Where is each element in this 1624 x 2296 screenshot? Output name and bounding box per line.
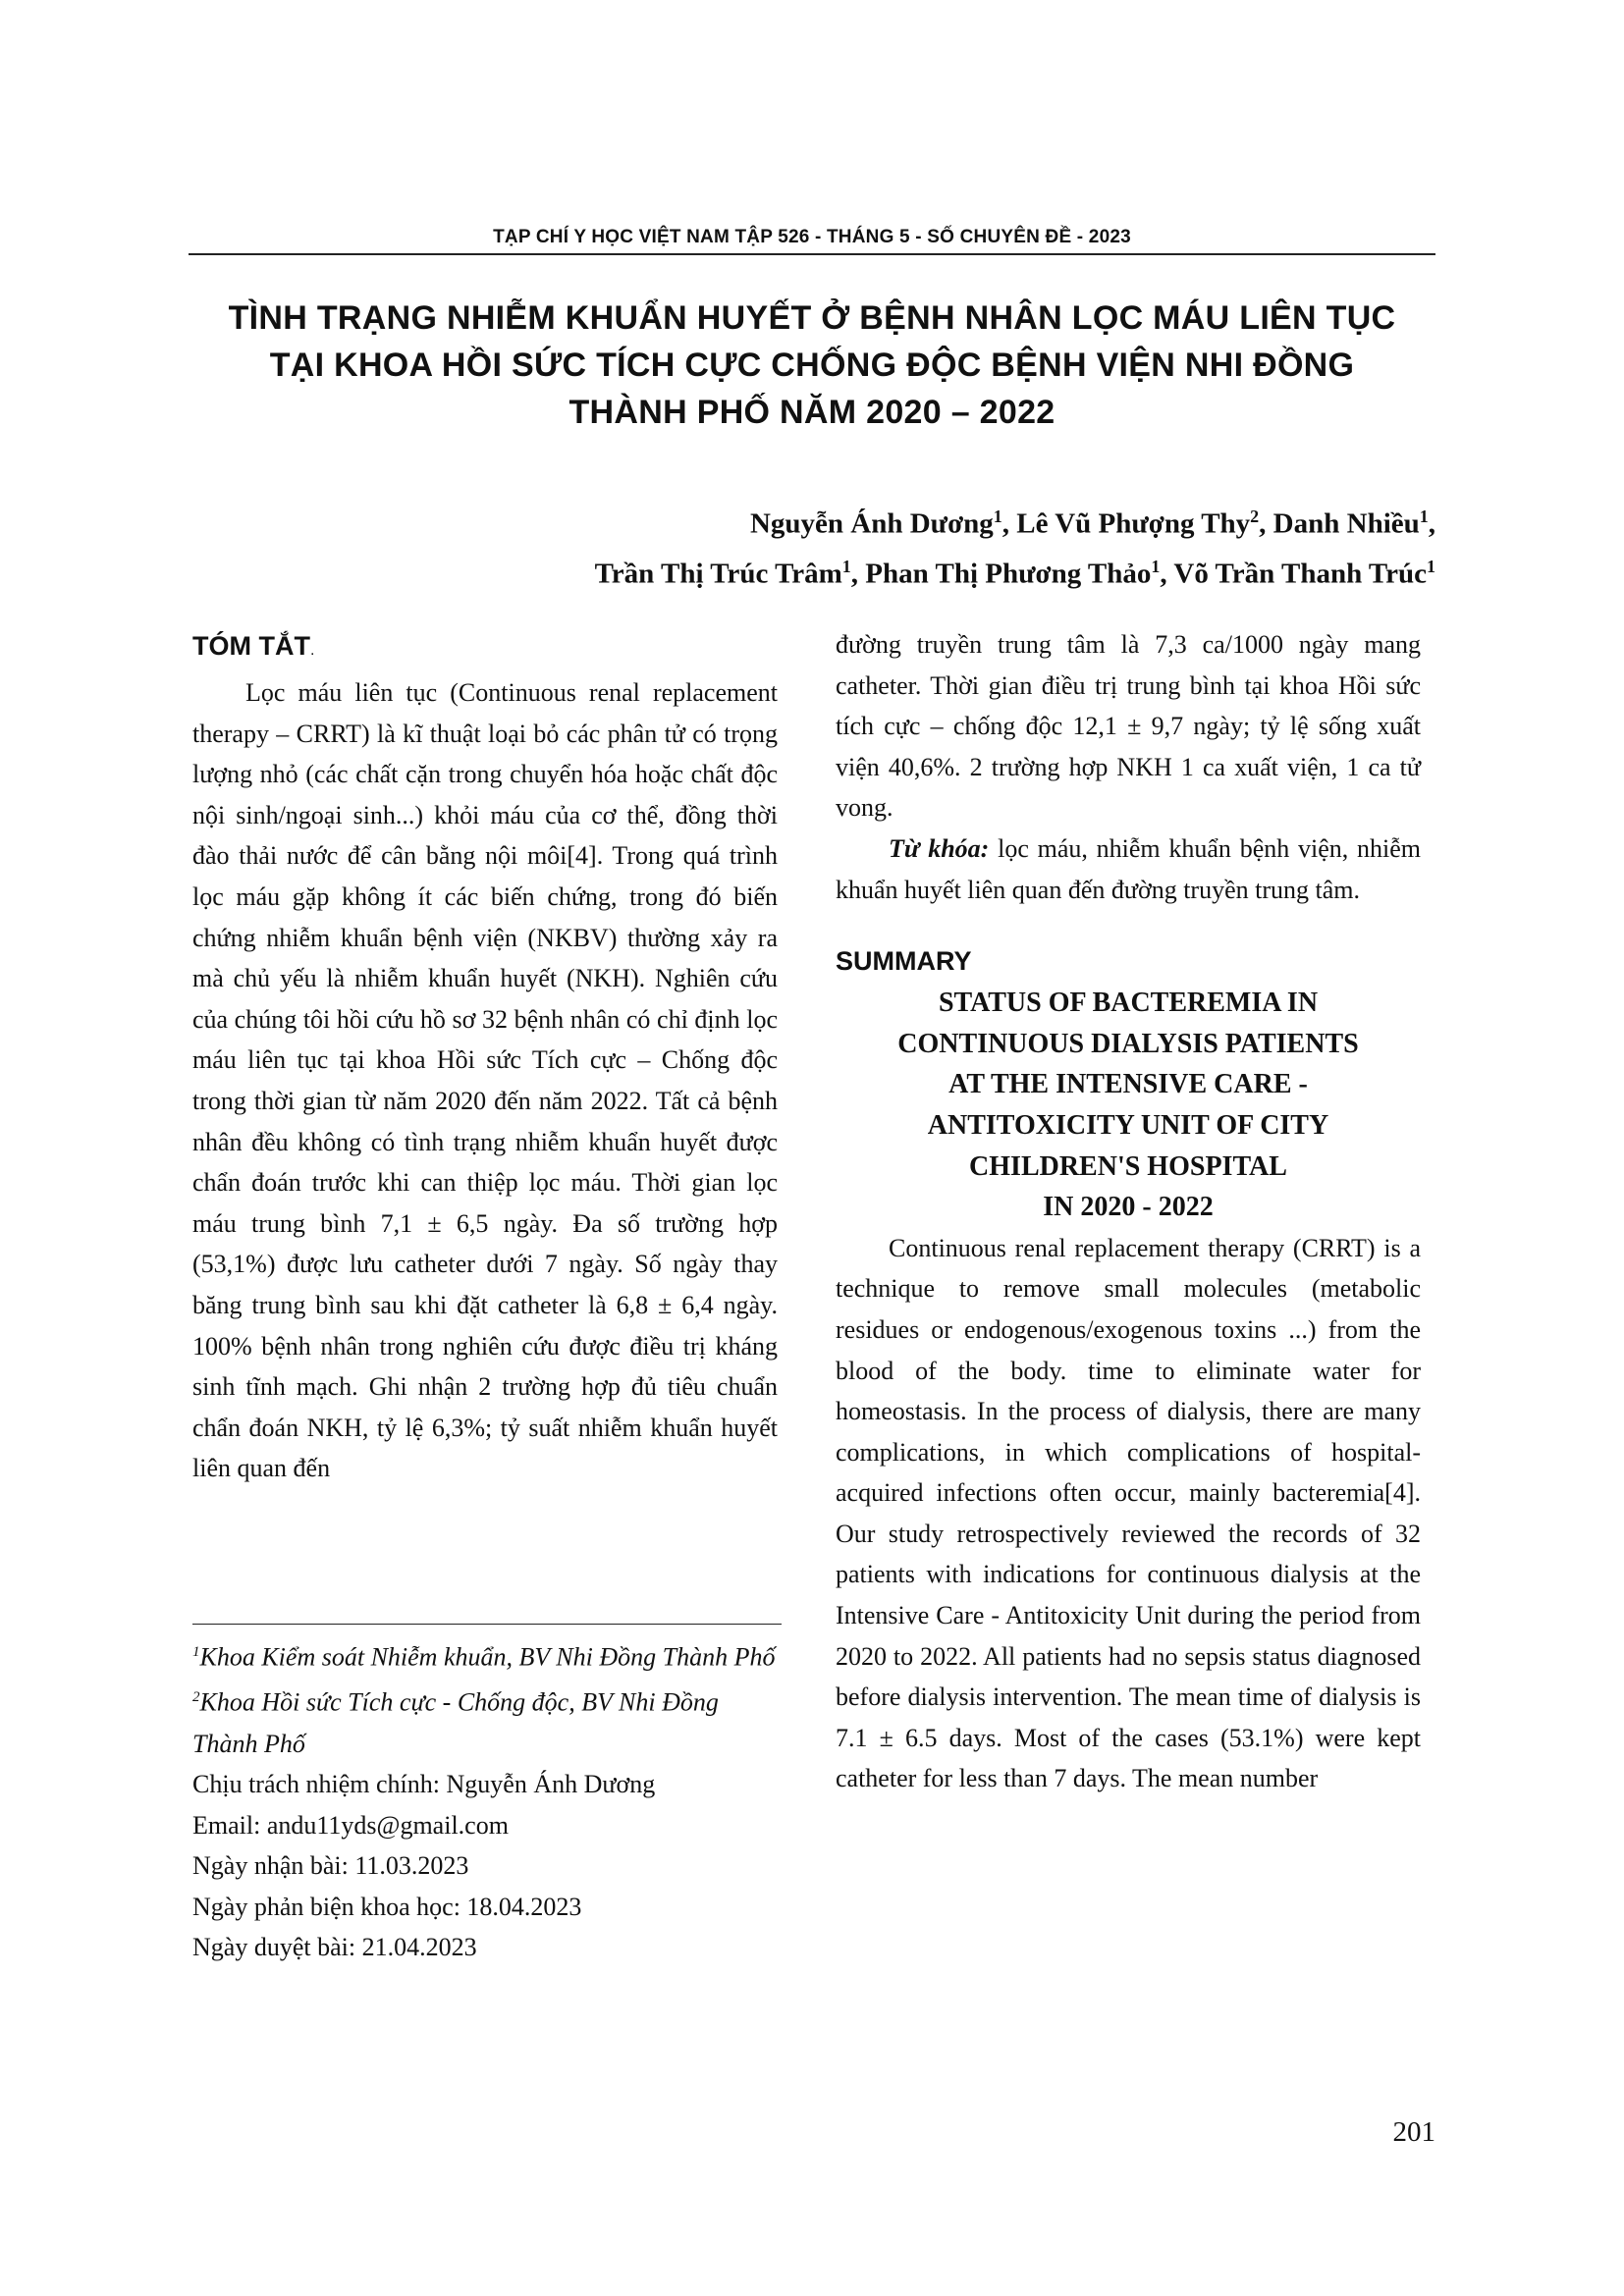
affiliation-mark: 1 — [841, 556, 851, 576]
english-title-line: STATUS OF BACTEREMIA IN — [938, 988, 1319, 1019]
author-list — [595, 496, 1435, 595]
author-separator: , — [1160, 558, 1174, 590]
received-date: Ngày nhận bài: 11.03.2023 — [192, 1851, 469, 1881]
english-title-line: IN 2020 - 2022 — [1043, 1192, 1214, 1223]
author-name: Trần Thị Trúc Trâm — [594, 558, 842, 590]
review-date: Ngày phản biện khoa học: 18.04.2023 — [192, 1892, 582, 1921]
keywords-label: Từ khóa: — [889, 833, 990, 863]
title-line: THÀNH PHỐ NĂM 2020 – 2022 — [568, 394, 1056, 431]
accepted-date: Ngày duyệt bài: 21.04.2023 — [192, 1933, 477, 1962]
english-title-line: CHILDREN'S HOSPITAL — [969, 1150, 1287, 1182]
abstract-heading — [192, 624, 778, 672]
corresponding-author: Chịu trách nhiệm chính: Nguyễn Ánh Dương — [192, 1770, 656, 1799]
footnotes — [192, 1624, 782, 1968]
author-line — [595, 496, 1435, 546]
affiliation-mark: 1 — [1427, 556, 1435, 576]
email-address: Email: andu11yds@gmail.com — [192, 1810, 509, 1840]
affiliation-text: Khoa Hồi sức Tích cực - Chống độc, BV Nhi Đồng Thành Phố — [192, 1687, 719, 1758]
english-title-line: AT THE INTENSIVE CARE - — [948, 1069, 1308, 1100]
summary-body: Continuous renal replacement therapy (CRRT) is a technique to remove small molecules (metabolic residues or endogenous/exogenous toxins ...) from the blood of the body. time to eliminate water for homeostasis. In the process of dialysis, there are many complications, in which complications of hospital-acquired infections often occur, mainly bacteremia[4]. Our study retrospectively reviewed the records of 32 patients with indications for continuous dialysis at the Intensive Care - Antitoxicity Unit during the period from 2020 to 2022. All patients had no sepsis status diagnosed before dialysis intervention. The mean time of dialysis is 7.1 ± 6.5 days. Most of the cases (53.1%) were kept catheter for less than 7 days. The mean number — [836, 1233, 1421, 1793]
heading-mark: . — [309, 642, 315, 659]
affiliation-mark: 2 — [192, 1689, 200, 1706]
page-number: 201 — [1392, 2116, 1435, 2148]
affiliation-note — [192, 1632, 782, 1678]
author-name: Danh Nhiều — [1272, 507, 1420, 540]
author-separator: , — [1001, 507, 1017, 540]
right-column — [836, 624, 1421, 1799]
affiliation-note — [192, 1678, 782, 1764]
affiliation-mark: 1 — [1151, 556, 1161, 576]
affiliation-mark: 1 — [1419, 507, 1429, 526]
affiliation-text: Khoa Kiểm soát Nhiễm khuẩn, BV Nhi Đồng Thành Phố — [199, 1642, 776, 1672]
affiliation-mark: 1 — [192, 1644, 200, 1660]
abstract-heading-text: TÓM TẮT — [192, 631, 310, 661]
abstract-body-continued: đường truyền trung tâm là 7,3 ca/1000 ngày mang catheter. Thời gian điều trị trung bình tại khoa Hồi sức tích cực – chống độc 12,1 ± 9,7 ngày; tỷ lệ sống xuất viện 40,6%. 2 trường hợp NKH 1 ca xuất viện, 1 ca tử vong. — [836, 630, 1421, 823]
keywords — [836, 828, 1421, 910]
affiliation-mark: 2 — [1250, 507, 1260, 526]
abstract-body: Lọc máu liên tục (Continuous renal replacement therapy – CRRT) là kĩ thuật loại bỏ các phân tử có trọng lượng nhỏ (các chất cặn trong chuyển hóa hoặc chất độc nội sinh/ngoại sinh...) khỏi máu của cơ thể, đồng thời đào thải nước để cân bằng nội môi[4]. Trong quá trình lọc máu gặp không ít các biến chứng, trong đó biến chứng nhiễm khuẩn bệnh viện (NKBV) thường xảy ra mà chủ yếu là nhiễm khuẩn huyết (NKH). Nghiên cứu của chúng tôi hồi cứu hồ sơ 32 bệnh nhân có chỉ định lọc máu liên tục tại khoa Hồi sức Tích cực – Chống độc trong thời gian từ năm 2020 đến năm 2022. Tất cả bệnh nhân đều không có tình trạng nhiễm khuẩn huyết được chẩn đoán trước khi can thiệp lọc máu. Thời gian lọc máu trung bình 7,1 ± 6,5 ngày. Đa số trường hợp (53,1%) được lưu catheter dưới 7 ngày. Số ngày thay băng trung bình sau khi đặt catheter là 6,8 ± 6,4 ngày. 100% bệnh nhân trong nghiên cứu được điều trị kháng sinh tĩnh mạch. Ghi nhận 2 trường hợp đủ tiêu chuẩn chẩn đoán NKH, tỷ lệ 6,3%; tỷ suất nhiễm khuẩn huyết liên quan đến — [192, 678, 778, 1483]
left-column — [192, 624, 778, 1489]
author-separator: , — [1259, 507, 1273, 540]
affiliation-mark: 1 — [993, 507, 1002, 526]
keywords-text: lọc máu, nhiễm khuẩn bệnh viện, nhiễm khuẩn huyết liên quan đến đường truyền trung tâm. — [836, 833, 1421, 904]
author-separator: , — [850, 558, 866, 590]
running-header: TẠP CHÍ Y HỌC VIỆT NAM TẬP 526 - THÁNG 5 - SỐ CHUYÊN ĐỀ - 2023 — [189, 222, 1435, 255]
english-title — [836, 983, 1421, 1228]
author-name: Lê Vũ Phượng Thy — [1016, 507, 1251, 540]
author-name: Phan Thị Phương Thảo — [865, 558, 1152, 590]
author-name: Võ Trần Thanh Trúc — [1173, 558, 1427, 590]
summary-heading: SUMMARY — [836, 946, 972, 977]
author-name: Nguyễn Ánh Dương — [749, 507, 994, 540]
title-line: TẠI KHOA HỒI SỨC TÍCH CỰC CHỐNG ĐỘC BỆNH VIỆN NHI ĐỒNG — [269, 347, 1355, 384]
author-separator: , — [1428, 507, 1435, 540]
author-line — [595, 546, 1435, 596]
article-title — [189, 294, 1435, 436]
english-title-line: ANTITOXICITY UNIT OF CITY — [927, 1109, 1329, 1141]
title-line: TÌNH TRẠNG NHIỄM KHUẨN HUYẾT Ở BỆNH NHÂN LỌC MÁU LIÊN TỤC — [228, 299, 1396, 337]
english-title-line: CONTINUOUS DIALYSIS PATIENTS — [897, 1028, 1359, 1059]
